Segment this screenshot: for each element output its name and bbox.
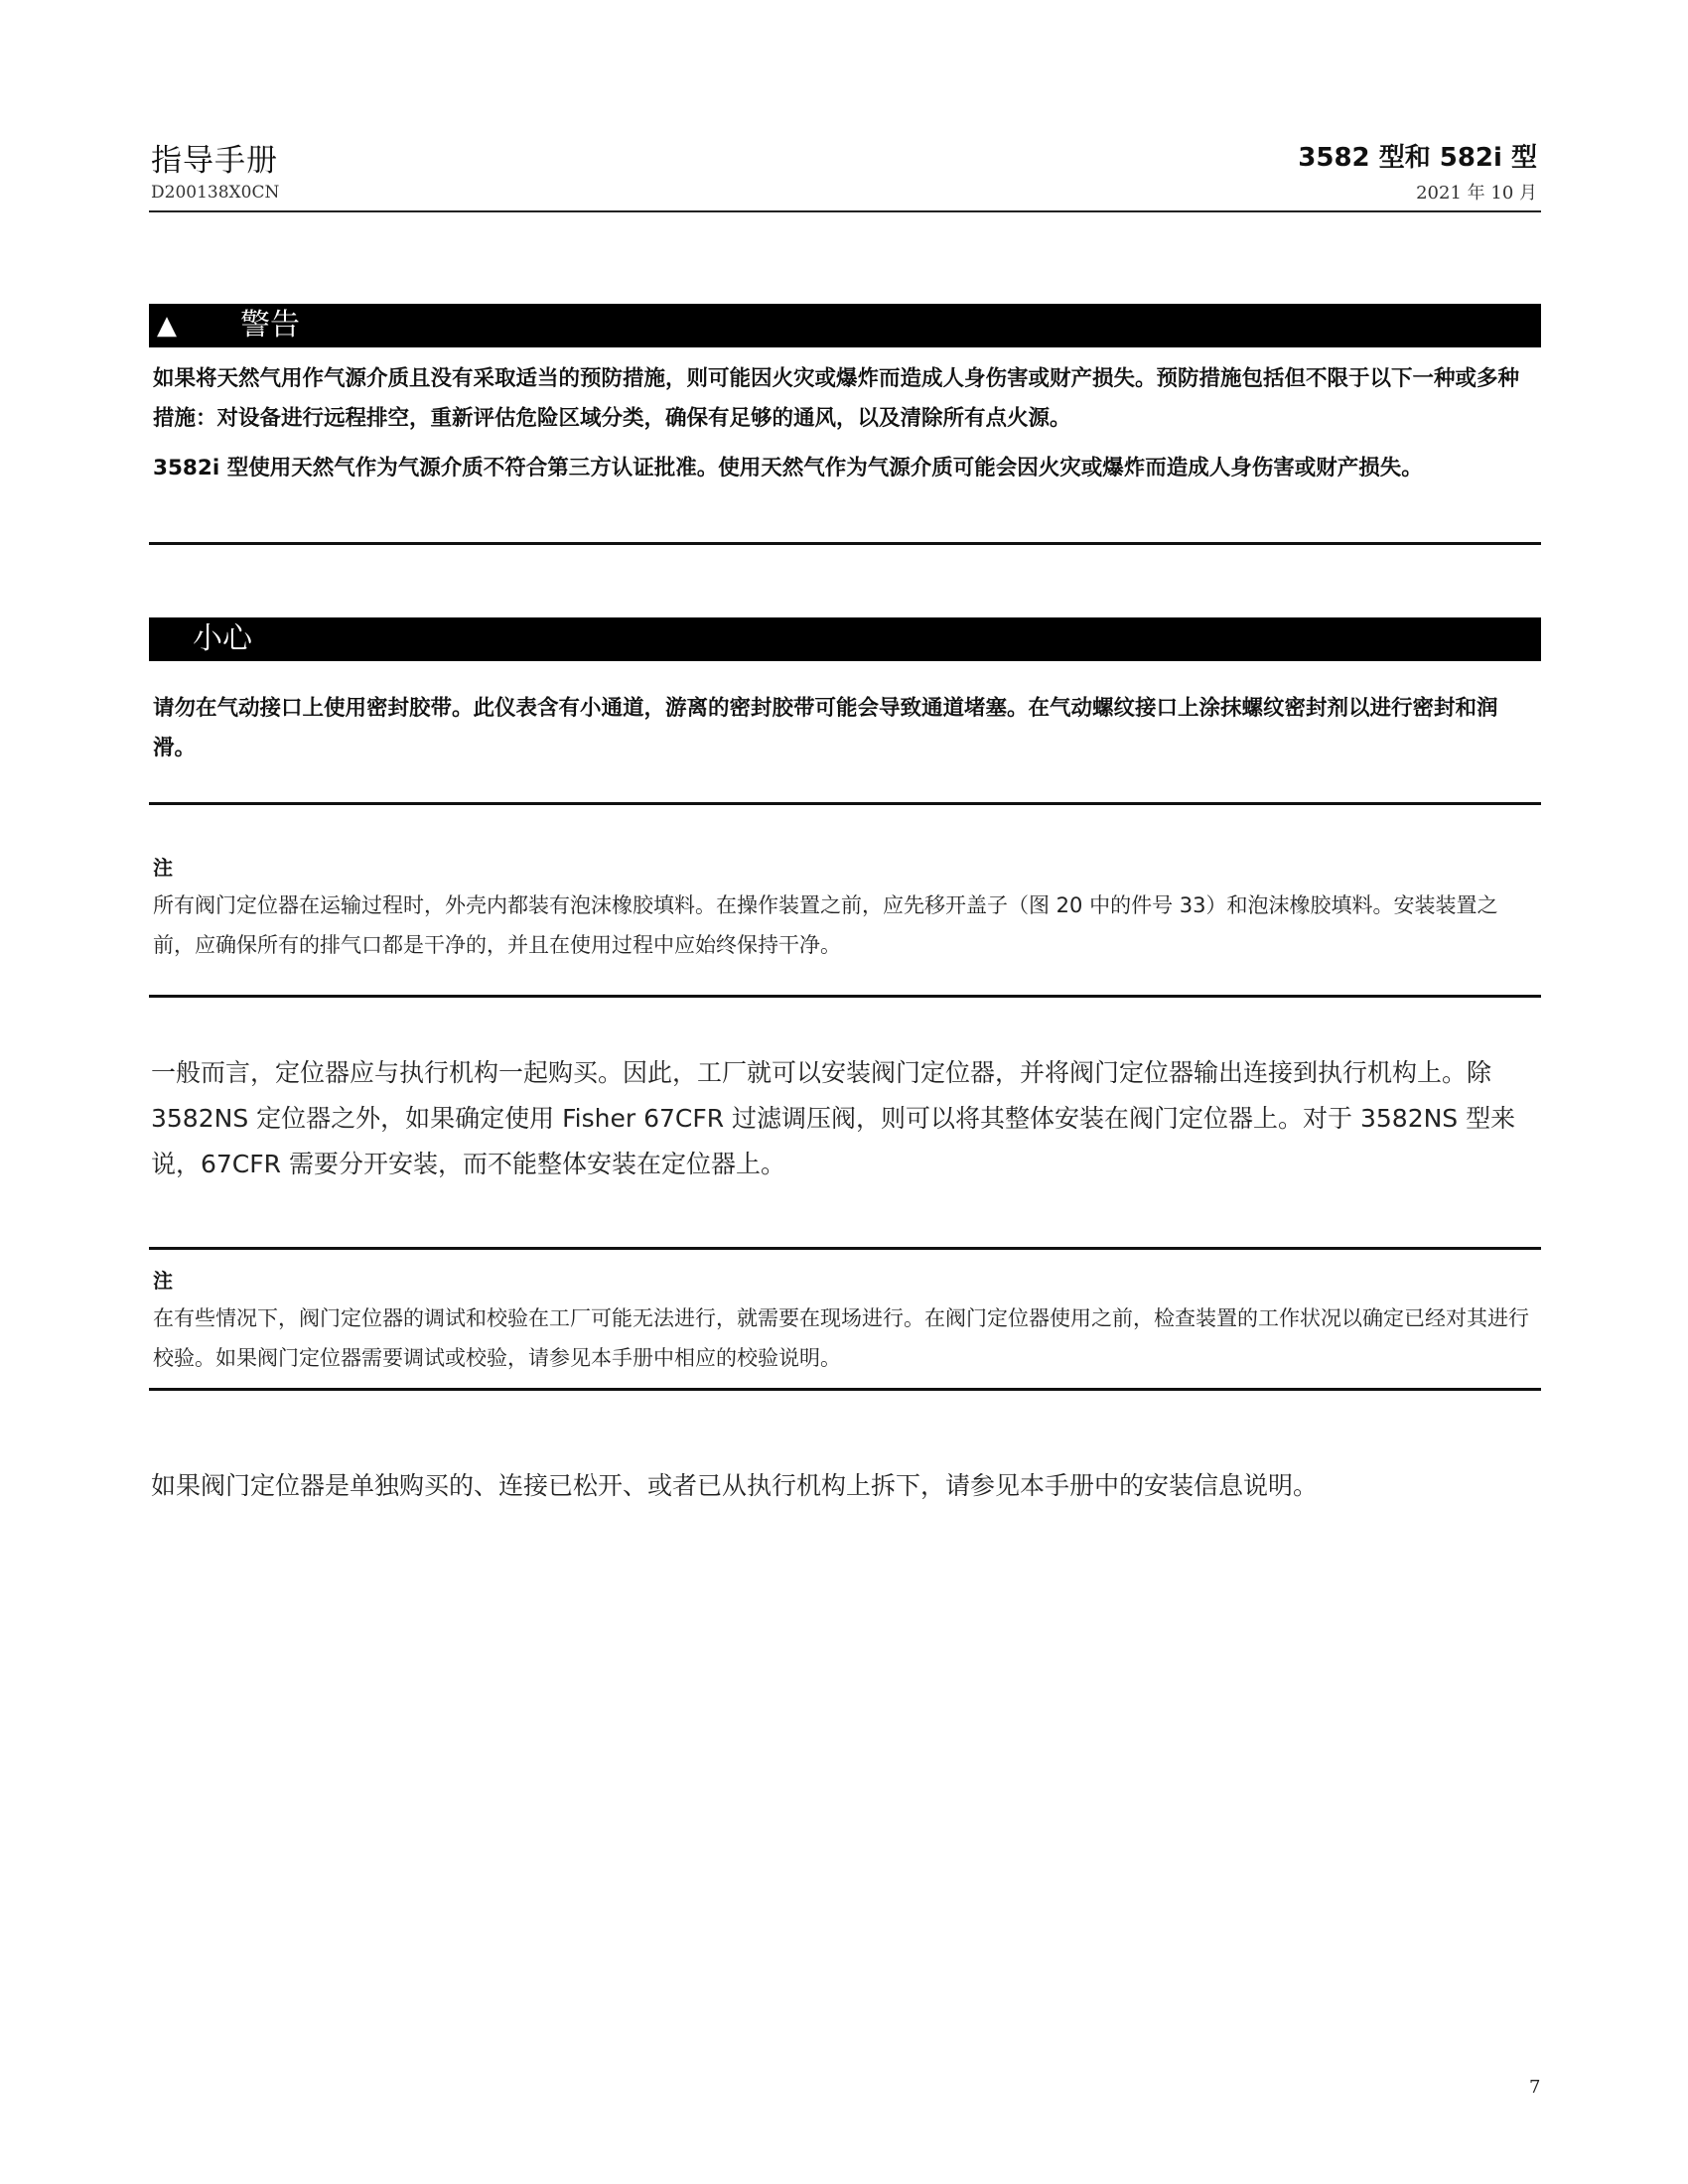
page-number: 7 [1529,2077,1541,2098]
product-model-title: 3582 型和 582i 型 [1298,143,1537,173]
note-2-title: 注 [153,1269,173,1293]
warning-body [153,359,1537,488]
publication-date: 2021 年 10 月 [1416,183,1537,204]
note-2-top-rule [149,1247,1541,1250]
document-code: D200138X0CN [151,183,280,203]
caution-bottom-rule [149,802,1541,805]
warning-paragraph-1: 如果将天然气用作气源介质且没有采取适当的预防措施，则可能因火灾或爆炸而造成人身伤害或财产损失。预防措施包括但不限于以下一种或多种措施：对设备进行远程排空，重新评估危险区域分类，确保有足够的通风，以及清除所有点火源。 [153,366,1520,431]
warning-triangle-icon: ▲ [157,311,177,341]
warning-title: 警告 [240,308,300,342]
note-2-bottom-rule [149,1388,1541,1391]
warning-paragraph-2: 3582i 型使用天然气作为气源介质不符合第三方认证批准。使用天然气作为气源介质可能会因火灾或爆炸而造成人身伤害或财产损失。 [153,456,1423,480]
caution-body [153,689,1537,768]
body-paragraph-2: 如果阀门定位器是单独购买的、连接已松开、或者已从执行机构上拆下，请参见本手册中的安装信息说明。 [151,1471,1319,1500]
page-header [149,135,1541,212]
note-1-body: 所有阀门定位器在运输过程时，外壳内都装有泡沫橡胶填料。在操作装置之前，应先移开盖子（图 20 中的件号 33）和泡沫橡胶填料。安装装置之前，应确保所有的排气口都是干净的，并且在使用过程中应始终保持干净。 [153,893,1498,957]
note-1-bottom-rule [149,995,1541,998]
warning-banner [149,304,1541,347]
caution-paragraph: 请勿在气动接口上使用密封胶带。此仪表含有小通道，游离的密封胶带可能会导致通道堵塞。在气动螺纹接口上涂抹螺纹密封剂以进行密封和润滑。 [153,696,1498,760]
caution-title: 小心 [193,621,252,656]
header-divider [149,210,1541,212]
body-paragraph-1: 一般而言，定位器应与执行机构一起购买。因此，工厂就可以安装阀门定位器，并将阀门定位器输出连接到执行机构上。除 3582NS 定位器之外，如果确定使用 Fisher 67CFR 过滤调压阀，则可以将其整体安装在阀门定位器上。对于 3582NS 型来说，67CFR 需要分开安装，而不能整体安装在定位器上。 [151,1058,1516,1178]
manual-type-title: 指导手册 [151,143,278,179]
note-2-body: 在有些情况下，阀门定位器的调试和校验在工厂可能无法进行，就需要在现场进行。在阀门定位器使用之前，检查装置的工作状况以确定已经对其进行校验。如果阀门定位器需要调试或校验，请参见本手册中相应的校验说明。 [153,1306,1529,1370]
caution-banner [149,617,1541,661]
warning-bottom-rule [149,542,1541,545]
note-1-title: 注 [153,856,173,880]
